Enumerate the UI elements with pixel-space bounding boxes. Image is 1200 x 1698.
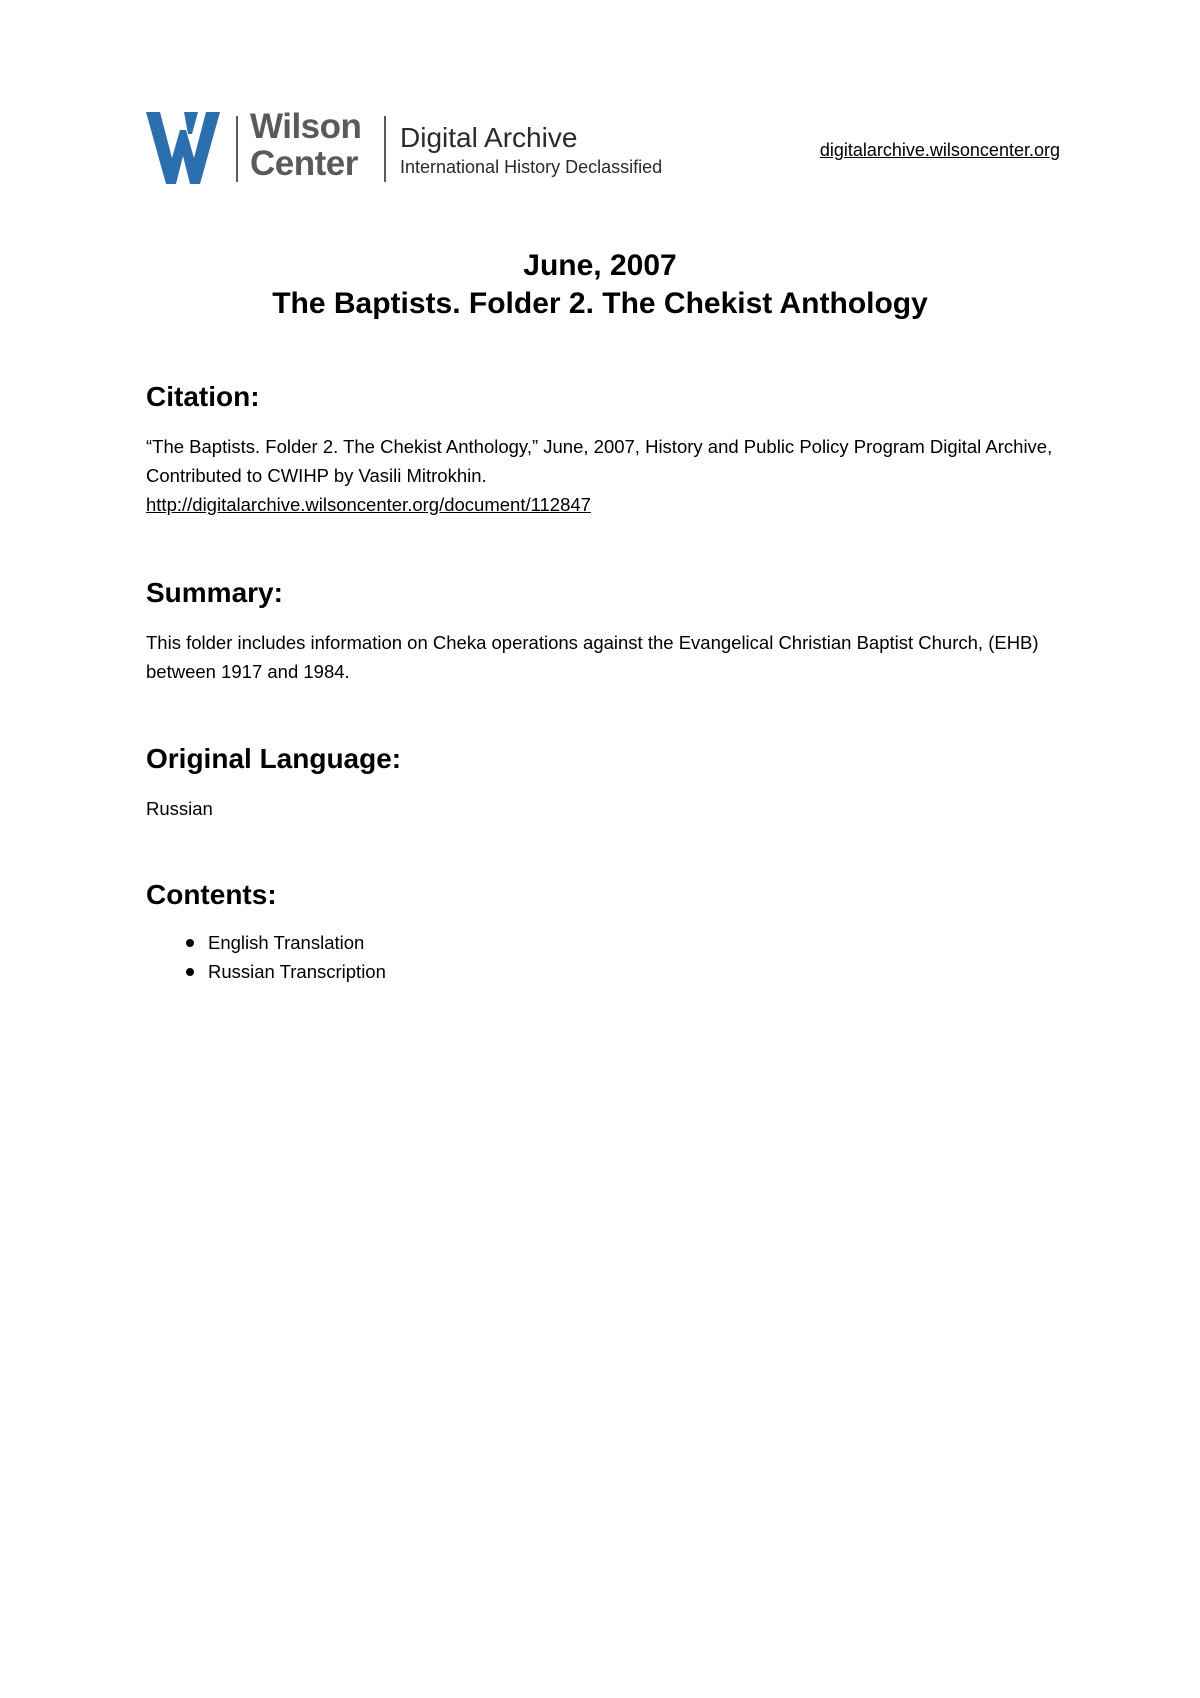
summary-text: This folder includes information on Cheka operations against the Evangelical Christian Baptist Church, (EHB) between 1917 and 1984. [146, 632, 1039, 682]
citation-text: “The Baptists. Folder 2. The Chekist Anthology,” June, 2007, History and Public Policy Program Digital Archive, Contributed to CWIHP by Vasili Mitrokhin. [146, 436, 1053, 486]
logo-divider [236, 116, 238, 182]
header [146, 107, 1060, 192]
contents-heading: Contents: [146, 879, 277, 910]
citation-heading: Citation: [146, 381, 260, 412]
brand-name [250, 108, 361, 182]
document-date: June, 2007 [523, 249, 677, 282]
summary-heading: Summary: [146, 577, 283, 608]
citation-body [146, 432, 1066, 519]
contents-list [146, 928, 386, 986]
brand-divider [384, 116, 386, 182]
wilson-center-logo-icon [146, 112, 224, 184]
site-link[interactable]: digitalarchive.wilsoncenter.org [819, 140, 1060, 160]
citation-link[interactable]: http://digitalarchive.wilsoncenter.org/document/112847 [146, 494, 591, 515]
original-language-value: Russian [146, 798, 213, 819]
archive-subtitle: International History Declassified [400, 157, 663, 177]
archive-title: Digital Archive [400, 122, 578, 153]
document-title: The Baptists. Folder 2. The Chekist Anthology [272, 287, 928, 320]
brand-line-1: Wilson [250, 107, 362, 146]
list-item[interactable]: Russian Transcription [208, 957, 386, 986]
brand-line-2: Center [250, 144, 358, 183]
list-item[interactable]: English Translation [208, 928, 386, 957]
original-language-heading: Original Language: [146, 743, 402, 774]
